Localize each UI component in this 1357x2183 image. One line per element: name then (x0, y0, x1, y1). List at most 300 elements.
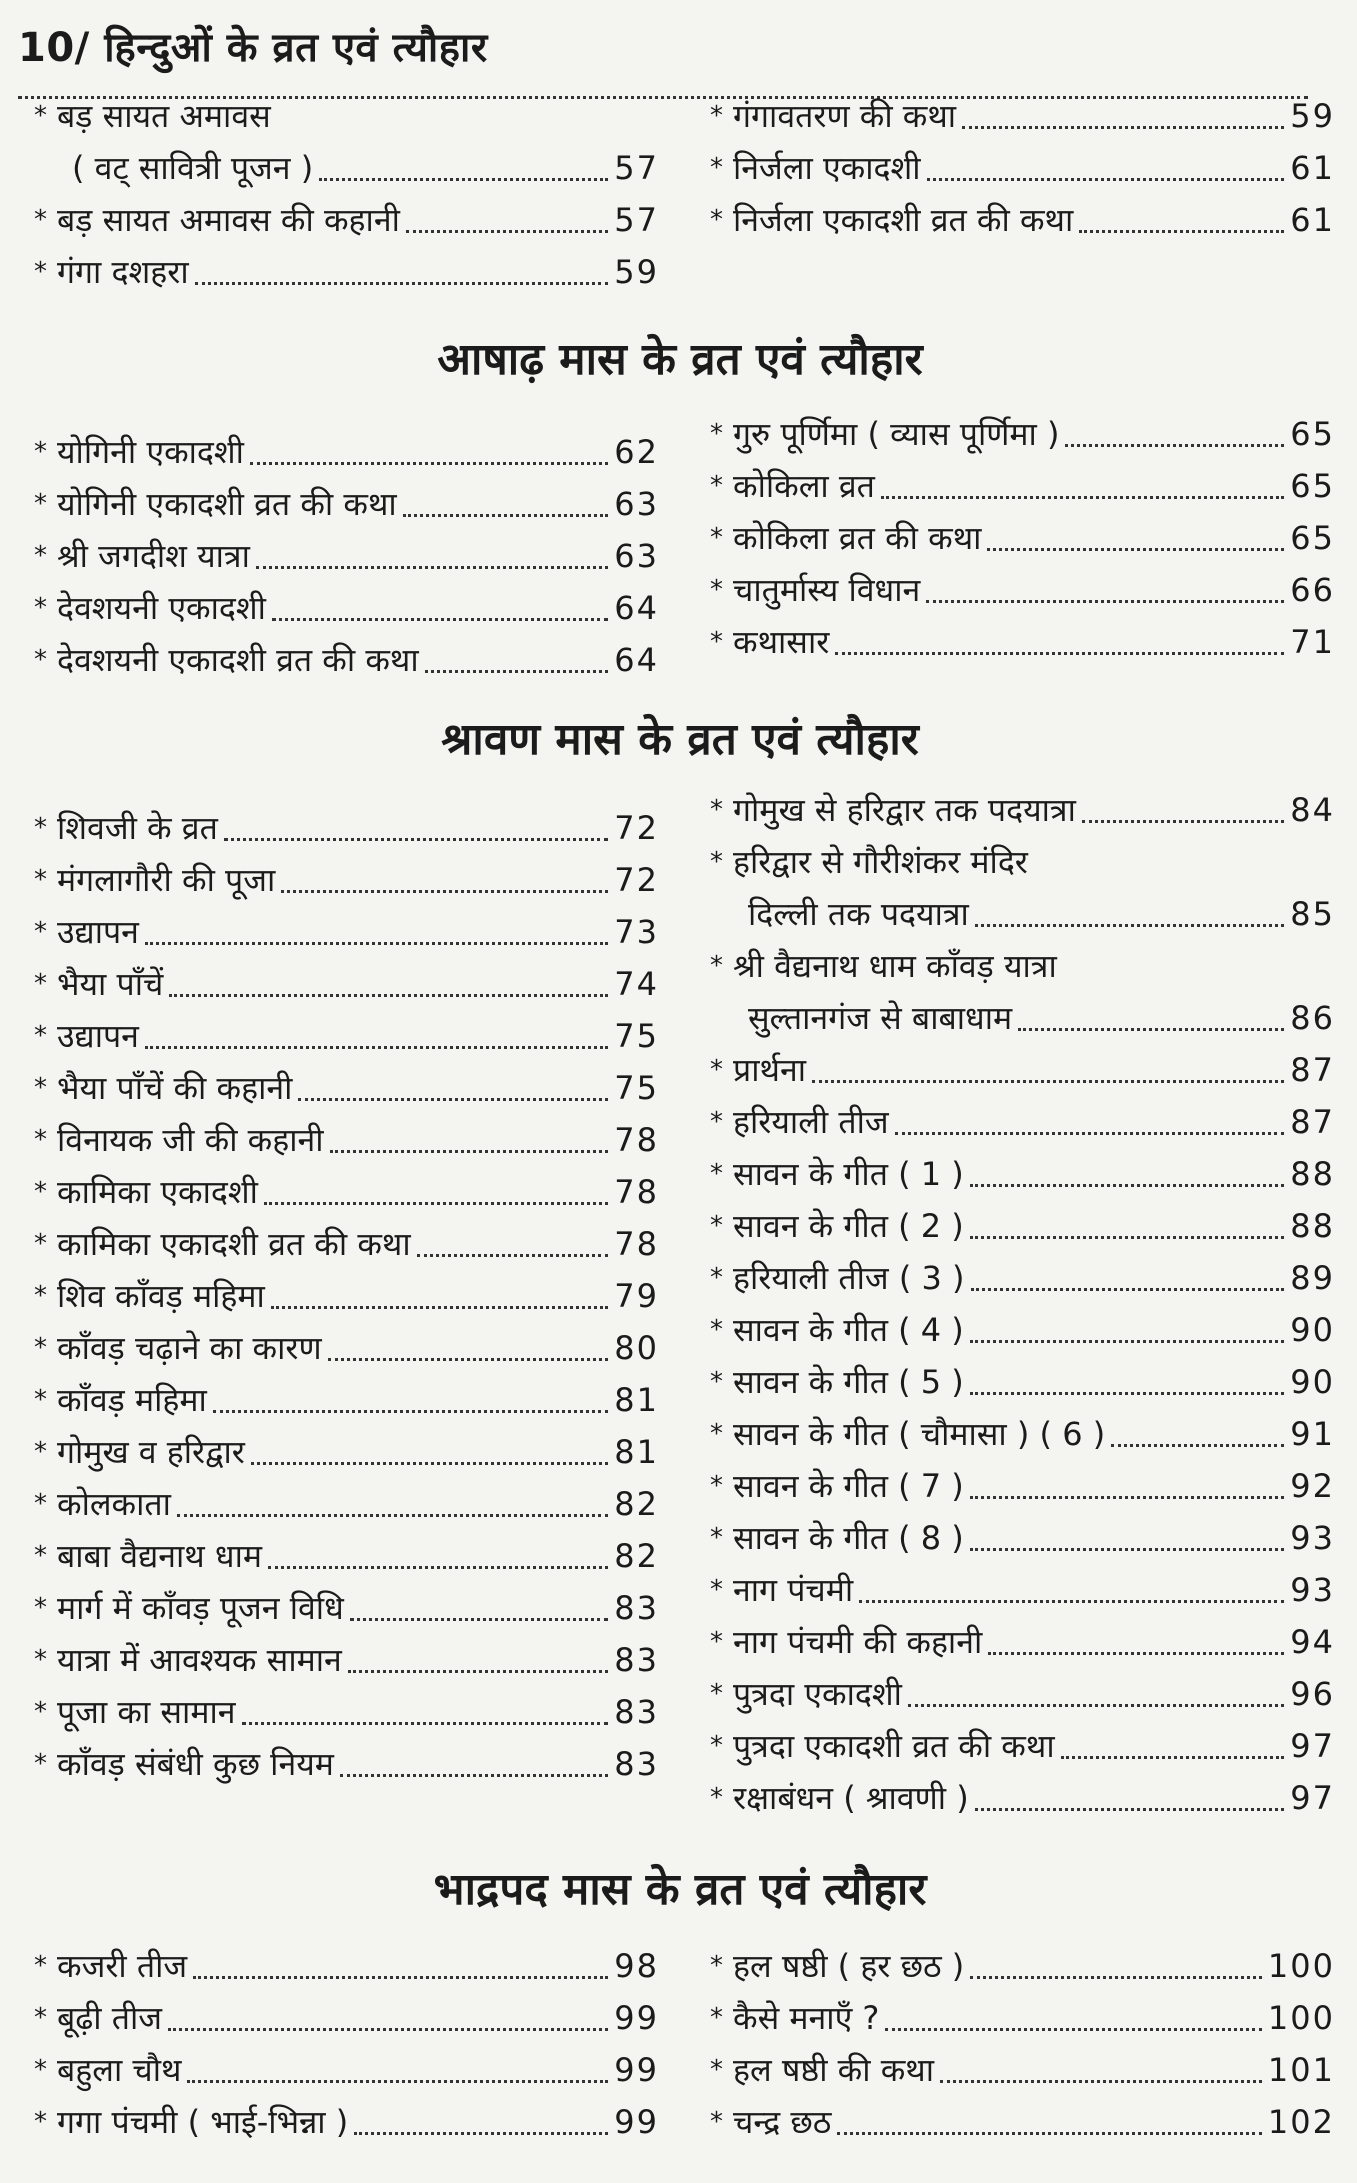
toc-entry-title: विनायक जी की कहानी (57, 1121, 324, 1159)
toc-entry-page: 99 (614, 2051, 659, 2089)
dot-leader (881, 496, 1284, 499)
bullet-star: * (34, 1489, 47, 1519)
dot-leader (213, 1410, 608, 1413)
toc-entry (710, 1356, 1335, 1408)
toc-entry-title: बड़ सायत अमावस (57, 97, 271, 135)
section-ashadh (20, 330, 1340, 690)
bullet-star: * (34, 1541, 47, 1571)
toc-entry (710, 888, 1335, 940)
toc-entry-page: 75 (614, 1017, 659, 1055)
dot-leader (970, 1340, 1285, 1343)
bullet-star: * (34, 437, 47, 467)
dot-leader (251, 1462, 608, 1465)
toc-entry-title: प्रार्थना (733, 1051, 806, 1089)
dot-leader (970, 1548, 1285, 1551)
toc-entry-page: 93 (1290, 1519, 1335, 1557)
toc-entry-page: 82 (614, 1485, 659, 1523)
toc-entry-page: 87 (1290, 1103, 1335, 1141)
toc-entry-title: सावन के गीत ( 7 ) (733, 1467, 964, 1505)
toc-entry (710, 90, 1335, 142)
bullet-star: * (710, 1471, 723, 1501)
dot-leader (264, 1202, 608, 1205)
dot-leader (195, 282, 609, 285)
toc-entry-page: 83 (614, 1641, 659, 1679)
right-column (710, 1940, 1335, 2148)
toc-entry-page: 59 (614, 253, 659, 291)
toc-entry-page: 79 (614, 1277, 659, 1315)
bullet-star: * (34, 1645, 47, 1675)
toc-entry-title: उद्यापन (57, 913, 139, 951)
toc-entry (710, 2096, 1335, 2148)
dot-leader (340, 1774, 608, 1777)
dot-leader (970, 1496, 1285, 1499)
dot-leader (354, 2132, 608, 2135)
toc-entry-page: 90 (1290, 1363, 1335, 1401)
toc-entry (710, 1096, 1335, 1148)
toc-entry-title: हरिद्वार से गौरीशंकर मंदिर (733, 843, 1028, 881)
bullet-star: * (34, 205, 47, 235)
toc-entry-title: काँवड़ महिमा (57, 1381, 207, 1419)
toc-entry (34, 1218, 659, 1270)
toc-entry-title: सावन के गीत ( 1 ) (733, 1155, 964, 1193)
dot-leader (987, 548, 1284, 551)
toc-entry (710, 1252, 1335, 1304)
toc-entry (34, 906, 659, 958)
toc-entry (710, 1564, 1335, 1616)
bullet-star: * (34, 969, 47, 999)
toc-entry (710, 1044, 1335, 1096)
toc-entry-title: उद्यापन (57, 1017, 139, 1055)
toc-entry (34, 1686, 659, 1738)
toc-entry (710, 1200, 1335, 1252)
toc-entry-title: गंगावतरण की कथा (733, 97, 957, 135)
toc-entry (710, 784, 1335, 836)
bullet-star: * (34, 489, 47, 519)
bullet-star: * (710, 205, 723, 235)
toc-entry (34, 1062, 659, 1114)
section-shravan (20, 710, 1340, 1840)
bullet-star: * (34, 1281, 47, 1311)
dot-leader (927, 178, 1285, 181)
toc-entry (710, 940, 1335, 992)
toc-entry-page: 75 (614, 1069, 659, 1107)
dot-leader (1082, 820, 1284, 823)
toc-entry-title: गोमुख व हरिद्वार (57, 1433, 245, 1471)
toc-entry-page: 85 (1290, 895, 1335, 933)
toc-entry-title: कथासार (733, 623, 830, 661)
dot-leader (988, 1652, 1284, 1655)
toc-entry-page: 98 (614, 1947, 659, 1985)
toc-entry-title: सावन के गीत ( चौमासा ) ( 6 ) (733, 1415, 1106, 1453)
toc-entry-page: 102 (1267, 2103, 1335, 2141)
dot-leader (425, 670, 609, 673)
toc-entry-page: 88 (1290, 1207, 1335, 1245)
dot-leader (193, 1976, 608, 1979)
dot-leader (895, 1132, 1285, 1135)
toc-entry-title: यात्रा में आवश्यक सामान (57, 1641, 342, 1679)
section-title: श्रावण मास के व्रत एवं त्यौहार (441, 714, 919, 765)
bullet-star: * (710, 575, 723, 605)
toc-entry-page: 91 (1290, 1415, 1335, 1453)
dot-leader (837, 2132, 1262, 2135)
bullet-star: * (710, 1783, 723, 1813)
toc-entry-page: 81 (614, 1381, 659, 1419)
toc-entry-page: 78 (614, 1225, 659, 1263)
toc-entry (710, 616, 1335, 668)
toc-entry-title: काँवड़ चढ़ाने का कारण (57, 1329, 322, 1367)
toc-entry-title: हरियाली तीज ( 3 ) (733, 1259, 965, 1297)
dot-leader (908, 1704, 1284, 1707)
bullet-star: * (710, 1731, 723, 1761)
toc-entry (34, 90, 659, 142)
toc-entry (34, 582, 659, 634)
bullet-star: * (710, 2107, 723, 2137)
dot-leader (1061, 1756, 1285, 1759)
toc-entry-title: कामिका एकादशी व्रत की कथा (57, 1225, 411, 1263)
dot-leader (145, 1046, 608, 1049)
bullet-star: * (710, 1951, 723, 1981)
toc-entry-title: सावन के गीत ( 2 ) (733, 1207, 964, 1245)
dot-leader (177, 1514, 608, 1517)
toc-entry-title: हल षष्ठी की कथा (733, 2051, 935, 2089)
toc-entry (710, 1304, 1335, 1356)
dot-leader (187, 2080, 608, 2083)
dot-leader (971, 1288, 1285, 1291)
toc-entry (710, 1408, 1335, 1460)
toc-entry-page: 92 (1290, 1467, 1335, 1505)
toc-entry (34, 1426, 659, 1478)
toc-entry-title: मार्ग में काँवड़ पूजन विधि (57, 1589, 344, 1627)
toc-entry-page: 72 (614, 809, 659, 847)
right-column (710, 408, 1335, 668)
bullet-star: * (710, 471, 723, 501)
toc-entry (34, 530, 659, 582)
bullet-star: * (710, 2055, 723, 2085)
bullet-star: * (710, 2003, 723, 2033)
dot-leader (281, 890, 608, 893)
bullet-star: * (710, 1627, 723, 1657)
toc-entry-title: कामिका एकादशी (57, 1173, 258, 1211)
toc-entry-title: सावन के गीत ( 5 ) (733, 1363, 964, 1401)
toc-entry (34, 2044, 659, 2096)
toc-entry-title: चन्द्र छठ (733, 2103, 832, 2141)
bullet-star: * (34, 1333, 47, 1363)
dot-leader (885, 2028, 1262, 2031)
dot-leader (835, 652, 1284, 655)
left-column (34, 90, 659, 298)
toc-entry-page: 61 (1290, 149, 1335, 187)
toc-entry-title: ( वट् सावित्री पूजन ) (72, 149, 314, 187)
toc-entry-title: गंगा दशहरा (57, 253, 189, 291)
toc-entry-page: 80 (614, 1329, 659, 1367)
toc-entry-title: योगिनी एकादशी व्रत की कथा (57, 485, 397, 523)
bullet-star: * (34, 1385, 47, 1415)
bullet-star: * (710, 419, 723, 449)
toc-entry-page: 100 (1267, 1947, 1335, 1985)
toc-entry-page: 65 (1290, 519, 1335, 557)
toc-entry-title: हल षष्ठी ( हर छठ ) (733, 1947, 965, 1985)
toc-entry (34, 1582, 659, 1634)
bullet-star: * (710, 1523, 723, 1553)
toc-entry-page: 78 (614, 1173, 659, 1211)
section-title: आषाढ़ मास के व्रत एवं त्यौहार (437, 334, 923, 385)
bullet-star: * (710, 795, 723, 825)
toc-entry-page: 63 (614, 485, 659, 523)
dot-leader (417, 1254, 609, 1257)
left-column (34, 426, 659, 686)
toc-entry (710, 460, 1335, 512)
toc-entry-page: 57 (614, 201, 659, 239)
dot-leader (268, 1566, 608, 1569)
dot-leader (256, 566, 608, 569)
toc-entry (34, 1114, 659, 1166)
toc-entry-title: पूजा का सामान (57, 1693, 236, 1731)
bullet-star: * (710, 1367, 723, 1397)
toc-entry (34, 1010, 659, 1062)
bullet-star: * (710, 1419, 723, 1449)
dot-leader (406, 230, 608, 233)
dot-leader (859, 1600, 1284, 1603)
right-column (710, 90, 1335, 246)
toc-entry (710, 564, 1335, 616)
toc-entry (34, 1940, 659, 1992)
toc-entry-page: 97 (1290, 1727, 1335, 1765)
toc-entry-title: कोकिला व्रत की कथा (733, 519, 982, 557)
toc-entry-title: श्री वैद्यनाथ धाम काँवड़ यात्रा (733, 947, 1057, 985)
toc-entry-title: पुत्रदा एकादशी (733, 1675, 902, 1713)
toc-entry (34, 802, 659, 854)
toc-entry (34, 478, 659, 530)
dot-leader (970, 1184, 1285, 1187)
toc-entry-title: देवशयनी एकादशी व्रत की कथा (57, 641, 419, 679)
toc-entry (710, 194, 1335, 246)
toc-entry-page: 71 (1290, 623, 1335, 661)
dot-leader (350, 1618, 609, 1621)
bullet-star: * (34, 917, 47, 947)
dot-leader (145, 942, 608, 945)
dot-leader (348, 1670, 608, 1673)
toc-entry-title: गगा पंचमी ( भाई-भिन्ना ) (57, 2103, 349, 2141)
toc-entry (34, 1992, 659, 2044)
page-header (18, 18, 1318, 88)
toc-entry-page: 99 (614, 1999, 659, 2037)
section-bhadrapad (20, 1860, 1340, 2180)
bullet-star: * (710, 847, 723, 877)
dot-leader (962, 126, 1284, 129)
toc-entry-title: रक्षाबंधन ( श्रावणी ) (733, 1779, 969, 1817)
toc-entry-title: नाग पंचमी की कहानी (733, 1623, 983, 1661)
toc-entry-title: योगिनी एकादशी (57, 433, 244, 471)
bullet-star: * (710, 523, 723, 553)
dot-leader (298, 1098, 608, 1101)
dot-leader (970, 1976, 1262, 1979)
toc-entry (34, 194, 659, 246)
toc-entry-page: 90 (1290, 1311, 1335, 1349)
toc-entry-page: 96 (1290, 1675, 1335, 1713)
toc-entry-title: भैया पाँचें (57, 965, 164, 1003)
toc-entry-title: देवशयनी एकादशी (57, 589, 266, 627)
toc-entry-title: गुरु पूर्णिमा ( व्यास पूर्णिमा ) (733, 415, 1060, 453)
toc-entry-page: 100 (1267, 1999, 1335, 2037)
toc-entry-title: पुत्रदा एकादशी व्रत की कथा (733, 1727, 1055, 1765)
dot-leader (975, 1808, 1285, 1811)
bullet-star: * (710, 1211, 723, 1241)
bullet-star: * (710, 1263, 723, 1293)
dot-leader (272, 618, 608, 621)
bullet-star: * (34, 2055, 47, 2085)
toc-entry (710, 1512, 1335, 1564)
toc-entry (34, 1530, 659, 1582)
dot-leader (250, 462, 608, 465)
toc-entry-page: 57 (614, 149, 659, 187)
toc-entry (34, 1374, 659, 1426)
toc-entry-title: हरियाली तीज (733, 1103, 889, 1141)
toc-entry (34, 1478, 659, 1530)
bullet-star: * (34, 1229, 47, 1259)
toc-entry-title: बाबा वैद्यनाथ धाम (57, 1537, 263, 1575)
toc-entry-page: 73 (614, 913, 659, 951)
bullet-star: * (34, 1749, 47, 1779)
toc-entry (34, 2096, 659, 2148)
toc-entry-page: 66 (1290, 571, 1335, 609)
toc-entry-title: बूढ़ी तीज (57, 1999, 163, 2037)
bullet-star: * (710, 627, 723, 657)
toc-entry-page: 65 (1290, 415, 1335, 453)
toc-entry-title: कोकिला व्रत (733, 467, 875, 505)
dot-leader (169, 994, 608, 997)
bullet-star: * (710, 1575, 723, 1605)
toc-entry-page: 83 (614, 1745, 659, 1783)
toc-entry-title: गोमुख से हरिद्वार तक पदयात्रा (733, 791, 1076, 829)
section-title: भाद्रपद मास के व्रत एवं त्यौहार (433, 1864, 927, 1915)
toc-entry-title: नाग पंचमी (733, 1571, 854, 1609)
toc-entry (34, 426, 659, 478)
toc-entry-page: 74 (614, 965, 659, 1003)
bullet-star: * (34, 1697, 47, 1727)
bullet-star: * (34, 1021, 47, 1051)
bullet-star: * (34, 865, 47, 895)
dot-leader (970, 1392, 1285, 1395)
page-title: 10/ हिन्दुओं के व्रत एवं त्यौहार (18, 25, 488, 71)
toc-entry-page: 62 (614, 433, 659, 471)
bullet-star: * (34, 1437, 47, 1467)
toc-entry-title: कजरी तीज (57, 1947, 188, 1985)
dot-leader (328, 1358, 609, 1361)
toc-entry-title: बहुला चौथ (57, 2051, 182, 2089)
toc-entry-page: 64 (614, 589, 659, 627)
dot-leader (403, 514, 609, 517)
toc-entry-page: 59 (1290, 97, 1335, 135)
toc-entry (34, 142, 659, 194)
dot-leader (940, 2080, 1262, 2083)
toc-entry-page: 82 (614, 1537, 659, 1575)
toc-entry (710, 1668, 1335, 1720)
toc-entry-page: 61 (1290, 201, 1335, 239)
dot-leader (330, 1150, 609, 1153)
bullet-star: * (34, 813, 47, 843)
toc-entry-title: बड़ सायत अमावस की कहानी (57, 201, 400, 239)
toc-entry (34, 1166, 659, 1218)
toc-entry (34, 854, 659, 906)
bullet-star: * (34, 541, 47, 571)
toc-entry-page: 87 (1290, 1051, 1335, 1089)
toc-entry-title: सुल्तानगंज से बाबाधाम (748, 999, 1013, 1037)
toc-entry-title: निर्जला एकादशी (733, 149, 921, 187)
toc-entry-title: चातुर्मास्य विधान (733, 571, 921, 609)
bullet-star: * (34, 1073, 47, 1103)
toc-entry-page: 99 (614, 2103, 659, 2141)
toc-entry (710, 2044, 1335, 2096)
toc-entry-title: दिल्ली तक पदयात्रा (748, 895, 969, 933)
bullet-star: * (710, 1055, 723, 1085)
toc-entry-page: 84 (1290, 791, 1335, 829)
toc-entry-page: 81 (614, 1433, 659, 1471)
toc-entry (34, 958, 659, 1010)
toc-entry-page: 101 (1267, 2051, 1335, 2089)
toc-entry-page: 72 (614, 861, 659, 899)
dot-leader (1079, 230, 1284, 233)
toc-entry (34, 634, 659, 686)
toc-entry (710, 836, 1335, 888)
bullet-star: * (710, 1315, 723, 1345)
toc-entry-page: 63 (614, 537, 659, 575)
toc-entry-title: श्री जगदीश यात्रा (57, 537, 250, 575)
bullet-star: * (34, 2003, 47, 2033)
toc-entry-title: काँवड़ संबंधी कुछ नियम (57, 1745, 334, 1783)
toc-entry-title: सावन के गीत ( 4 ) (733, 1311, 964, 1349)
bullet-star: * (710, 1159, 723, 1189)
bullet-star: * (34, 2107, 47, 2137)
toc-entry-title: शिवजी के व्रत (57, 809, 218, 847)
right-column (710, 784, 1335, 1824)
bullet-star: * (710, 951, 723, 981)
toc-entry-page: 65 (1290, 467, 1335, 505)
toc-entry (34, 1738, 659, 1790)
toc-entry (34, 1634, 659, 1686)
toc-entry (34, 1322, 659, 1374)
toc-entry-page: 64 (614, 641, 659, 679)
toc-entry-title: भैया पाँचें की कहानी (57, 1069, 293, 1107)
bullet-star: * (34, 101, 47, 131)
toc-entry (710, 408, 1335, 460)
dot-leader (319, 178, 608, 181)
dot-leader (1065, 444, 1284, 447)
toc-entry (710, 992, 1335, 1044)
dot-leader (224, 838, 608, 841)
bullet-star: * (34, 1125, 47, 1155)
toc-entry-title: कैसे मनाएँ ? (733, 1999, 880, 2037)
toc-entry-title: कोलकाता (57, 1485, 171, 1523)
left-column (34, 802, 659, 1790)
toc-entry (710, 1460, 1335, 1512)
bullet-star: * (34, 593, 47, 623)
toc-entry-page: 78 (614, 1121, 659, 1159)
left-column (34, 1940, 659, 2148)
toc-entry-title: निर्जला एकादशी व्रत की कथा (733, 201, 1074, 239)
toc-entry (710, 1148, 1335, 1200)
dot-leader (168, 2028, 608, 2031)
bullet-star: * (34, 1177, 47, 1207)
dot-leader (970, 1236, 1285, 1239)
dot-leader (1111, 1444, 1284, 1447)
toc-entry-page: 97 (1290, 1779, 1335, 1817)
section-jyeshtha-continued (20, 90, 1340, 320)
bullet-star: * (34, 1951, 47, 1981)
dot-leader (1018, 1028, 1284, 1031)
dot-leader (926, 600, 1284, 603)
dot-leader (271, 1306, 608, 1309)
bullet-star: * (34, 645, 47, 675)
